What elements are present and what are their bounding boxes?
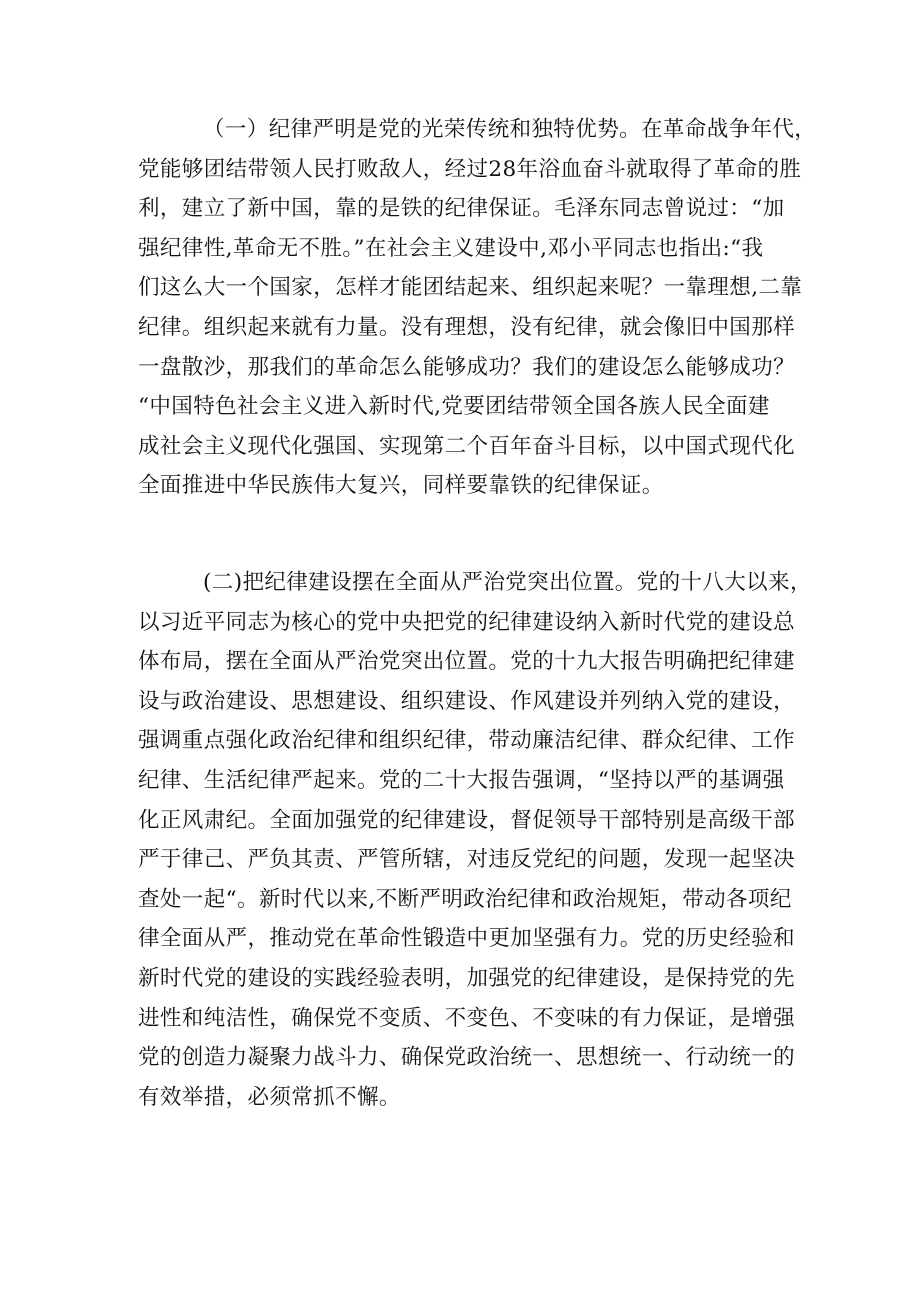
text-line: 利，建立了新中国，靠的是铁的纪律保证。毛泽东同志曾说过：“加 bbox=[138, 196, 785, 222]
text-line: 成社会主义现代化强国、实现第二个百年奋斗目标，以中国式现代化 bbox=[138, 433, 796, 459]
text-line: 新时代党的建设的实践经验表明，加强党的纪律建设，是保持党的先 bbox=[138, 965, 796, 991]
paragraph-discipline-tradition bbox=[138, 110, 817, 506]
text-line: 进性和纯洁性，确保党不变质、不变色、不变味的有力保证，是增强 bbox=[138, 1005, 796, 1031]
text-line: 以习近平同志为核心的党中央把党的纪律建设纳入新时代党的建设总 bbox=[138, 609, 796, 635]
text-line: 们这么大一个国家，怎样才能团结起来、组织起来呢？一靠理想,二靠 bbox=[138, 275, 803, 301]
text-line: 强调重点强化政治纪律和组织纪律，带动廉洁纪律、群众纪律、工作 bbox=[138, 728, 796, 754]
paragraph-discipline-building bbox=[138, 563, 812, 1117]
text-line: 严于律己、严负其责、严管所辖，对违反党纪的问题，发现一起坚决 bbox=[138, 847, 796, 873]
text-line: 体布局，摆在全面从严治党突出位置。党的十九大报告明确把纪律建 bbox=[138, 649, 796, 675]
text-line: 律全面从严，推动党在革命性锻造中更加坚强有力。党的历史经验和 bbox=[138, 926, 796, 952]
text-line: （一）纪律严明是党的光荣传统和独特优势。在革命战争年代， bbox=[203, 117, 817, 142]
text-line: 化正风肃纪。全面加强党的纪律建设，督促领导干部特别是高级干部 bbox=[138, 807, 796, 833]
text-line: 查处一起“。新时代以来,不断严明政治纪律和政治规矩，带动各项纪 bbox=[138, 886, 792, 912]
text-line: (二)把纪律建设摆在全面从严治党突出位置。党的十八大以来， bbox=[203, 570, 812, 595]
text-line: 党能够团结带领人民打败敌人，经过28年浴血奋斗就取得了革命的胜 bbox=[138, 156, 802, 182]
text-line: 一盘散沙，那我们的革命怎么能够成功？我们的建设怎么能够成功？ bbox=[138, 354, 796, 380]
text-line: 全面推进中华民族伟大复兴，同样要靠铁的纪律保证。 bbox=[138, 473, 664, 499]
text-line: 党的创造力凝聚力战斗力、确保党政治统一、思想统一、行动统一的 bbox=[138, 1045, 796, 1071]
text-line: 纪律。组织起来就有力量。没有理想，没有纪律，就会像旧中国那样 bbox=[138, 314, 796, 340]
text-line: “中国特色社会主义进入新时代,党要团结带领全国各族人民全面建 bbox=[138, 394, 770, 420]
text-line: 设与政治建设、思想建设、组织建设、作风建设并列纳入党的建设， bbox=[138, 688, 796, 714]
text-line: 强纪律性,革命无不胜。”在社会主义建设中,邓小平同志也指出:“我 bbox=[138, 235, 764, 261]
text-line: 纪律、生活纪律严起来。党的二十大报告强调，“坚持以严的基调强 bbox=[138, 767, 785, 793]
text-line: 有效举措，必须常抓不懈。 bbox=[138, 1084, 401, 1110]
